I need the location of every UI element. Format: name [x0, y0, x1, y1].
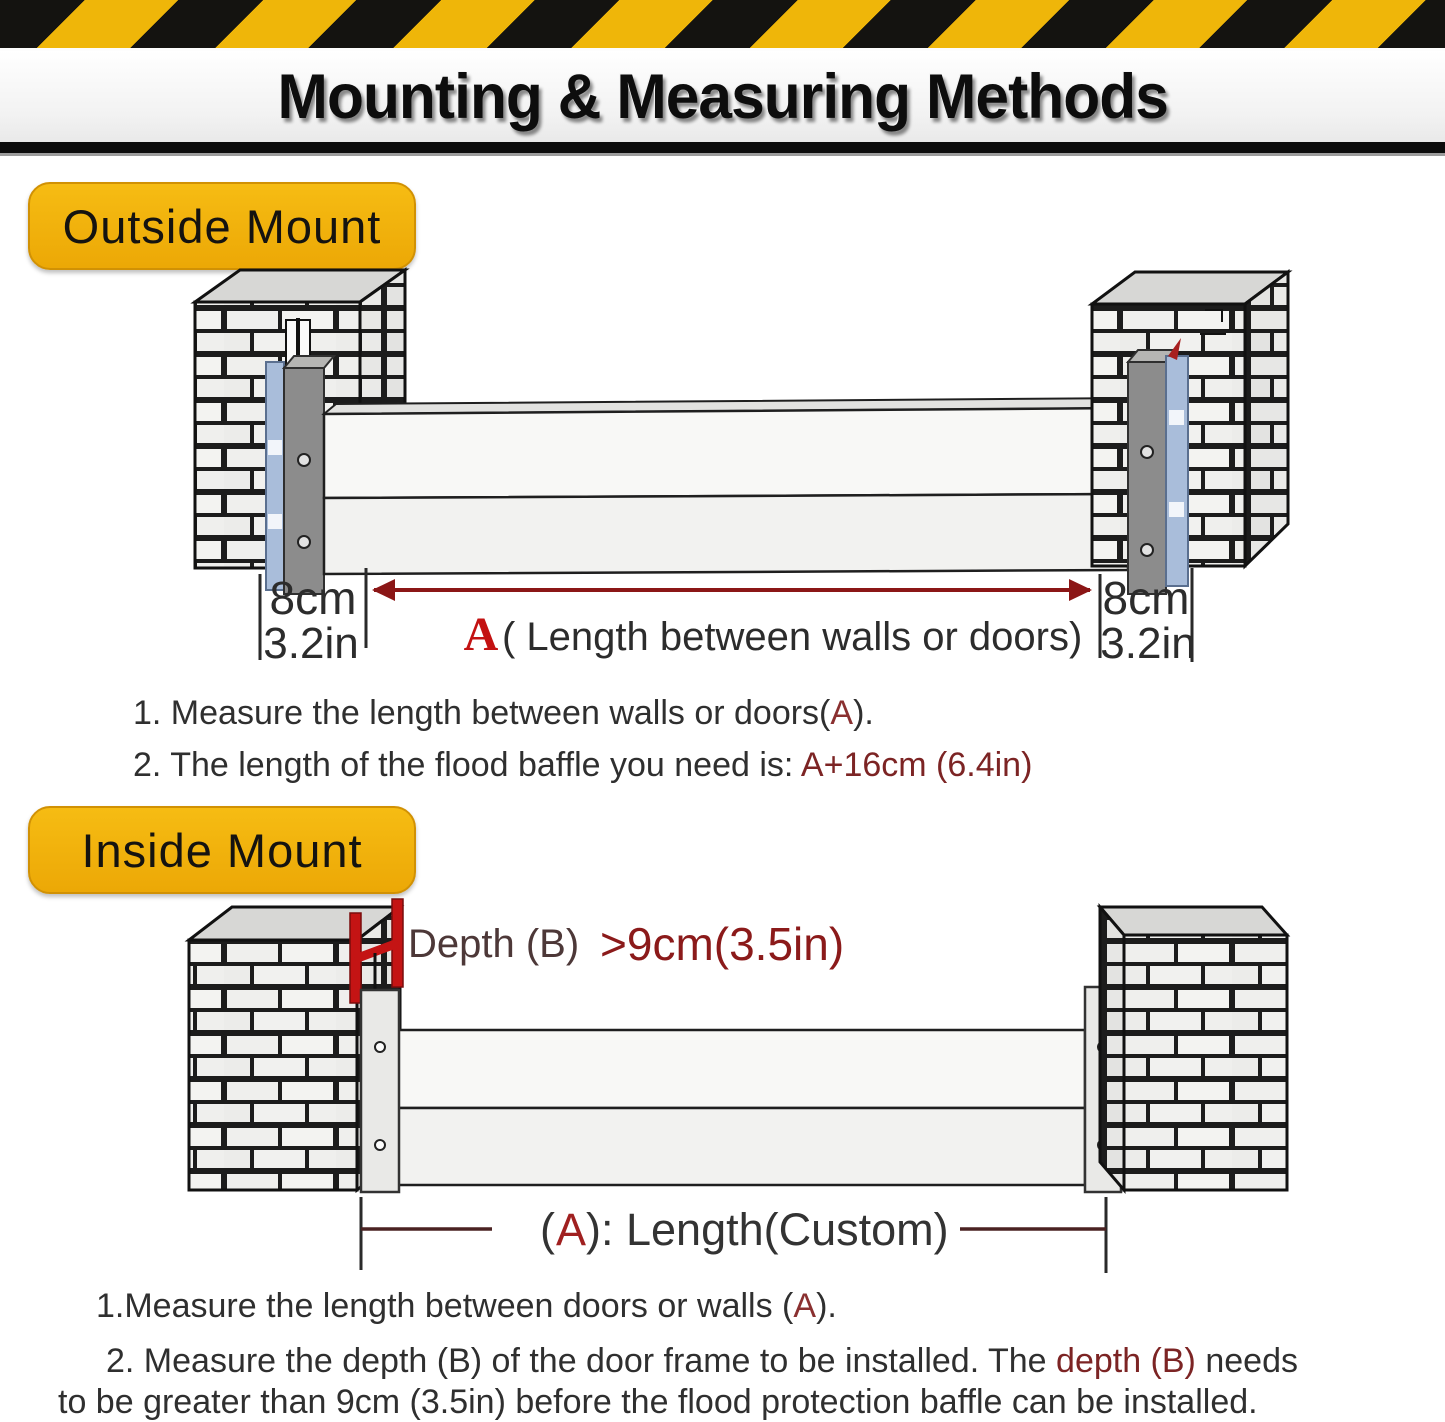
inside-left-plate	[361, 953, 399, 1192]
pillar-front-face	[189, 940, 357, 1190]
dim-left-in: 3.2in	[263, 619, 359, 667]
inside-instruction-3	[58, 1383, 1258, 1422]
text: needs	[1195, 1342, 1298, 1380]
seal-strip	[1166, 356, 1188, 586]
dim-a-pre: (	[540, 1204, 555, 1255]
dim-right-in: 3.2in	[1100, 619, 1196, 667]
inside-mount-diagram	[0, 895, 1445, 1280]
screw-hole	[298, 536, 310, 548]
title-band	[0, 51, 1445, 142]
depth-value: >9cm(3.5in)	[600, 918, 845, 970]
barrier-board	[324, 408, 1128, 498]
barrier-board	[385, 1108, 1085, 1185]
barrier-board	[324, 494, 1128, 574]
channel-top	[284, 356, 334, 368]
outside-mount-diagram	[0, 262, 1445, 667]
inside-instruction-2	[106, 1342, 1298, 1381]
inside-mount-label: Inside Mount	[81, 823, 363, 877]
depth-label: Depth (B)	[408, 922, 580, 966]
text: 2. The length of the flood baffle you need is:	[133, 746, 801, 784]
mounting-channel	[284, 368, 324, 594]
dim-left-cm: 8cm	[269, 572, 357, 624]
header-divider-shadow	[0, 153, 1445, 156]
text-a: A	[830, 694, 854, 732]
text: to be greater than 9cm (3.5in) before the flood protection baffle can be installed.	[58, 1383, 1258, 1421]
outside-mount-label: Outside Mount	[62, 199, 382, 253]
text: ).	[816, 1287, 837, 1325]
seal-highlight	[268, 440, 282, 455]
arrowhead-left-icon	[372, 579, 395, 601]
dim-a-letter: A	[556, 1204, 587, 1255]
text: ).	[853, 694, 874, 732]
page-title: Mounting & Measuring Methods	[277, 61, 1168, 132]
flood-barrier	[385, 1030, 1085, 1185]
seal-highlight	[1169, 502, 1184, 517]
inside-instruction-1	[96, 1287, 837, 1326]
screw-hole	[298, 454, 310, 466]
text: 2. Measure the depth (B) of the door frame to be installed. The	[106, 1342, 1057, 1380]
mounting-channel	[1128, 362, 1166, 594]
inside-right-pillar	[1100, 907, 1287, 1190]
dim-a-post: ): Length(Custom)	[586, 1204, 949, 1255]
outside-dimensions	[260, 568, 1196, 667]
text: 1.Measure the length between doors or walls (	[96, 1287, 794, 1325]
outside-mount-badge	[28, 182, 416, 270]
mounting-plate	[361, 990, 399, 1192]
text: 1. Measure the length between walls or doors(	[133, 694, 831, 732]
dim-a-label: ( Length between walls or doors)	[502, 615, 1083, 659]
arrowhead-right-icon	[1069, 579, 1092, 601]
screw-hole	[375, 1140, 385, 1150]
pillar-side-face	[1100, 907, 1124, 1190]
pillar-top-face	[1100, 907, 1287, 935]
text-highlight: depth (B)	[1056, 1342, 1196, 1380]
outside-right-pillar	[1092, 272, 1288, 566]
header-divider	[0, 142, 1445, 153]
dim-a-letter: A	[463, 608, 499, 661]
pillar-front-face	[1124, 935, 1287, 1190]
screw-hole	[1141, 544, 1153, 556]
text-highlight: A+16cm (6.4in)	[800, 746, 1033, 784]
outside-right-bracket	[1128, 338, 1188, 594]
text-a: A	[793, 1287, 817, 1325]
dim-right-cm: 8cm	[1102, 572, 1190, 624]
pillar-side-face	[1245, 272, 1288, 566]
seal-highlight	[268, 514, 282, 529]
seal-strip	[266, 362, 284, 590]
outside-instruction-1	[133, 694, 874, 733]
screw-hole	[375, 1042, 385, 1052]
hazard-stripe-banner	[0, 0, 1445, 51]
outside-instruction-2	[133, 746, 1032, 785]
inside-dimensions	[361, 1197, 1106, 1273]
barrier-board	[385, 1030, 1085, 1108]
seal-highlight	[1169, 410, 1184, 425]
screw-hole	[1141, 446, 1153, 458]
flood-barrier	[324, 398, 1140, 574]
inside-mount-badge	[28, 806, 416, 894]
